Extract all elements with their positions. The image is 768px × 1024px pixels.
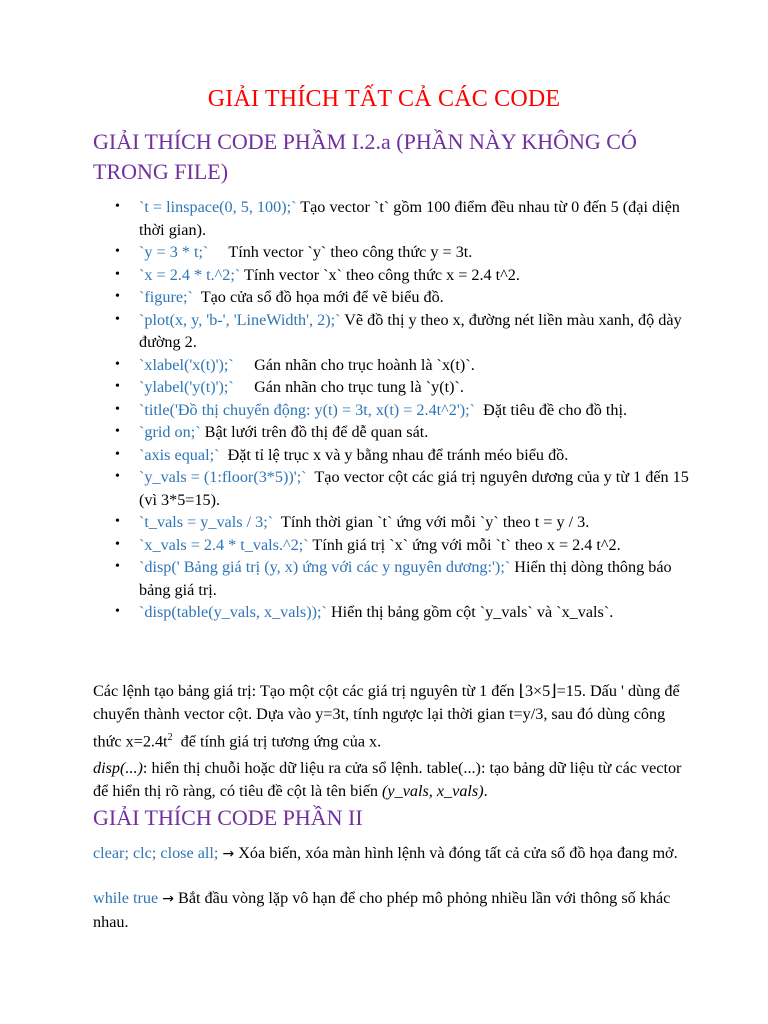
code-snippet: `x = 2.4 * t.^2;`: [139, 265, 241, 284]
bullet-icon: •: [115, 289, 120, 304]
list-item: [93, 264, 693, 287]
bullet-icon: •: [115, 356, 120, 372]
code-snippet: `ylabel('y(t)');`: [139, 378, 234, 396]
bullet-icon: •: [115, 266, 120, 282]
code-snippet: `disp(table(y_vals, x_vals));`: [139, 603, 327, 621]
explanation-text: Tạo cửa sổ đồ họa mới để vẽ biểu đồ.: [192, 288, 444, 306]
disp-explanation-paragraph: [93, 757, 693, 803]
explanation-text: Xóa biến, xóa màn hình lệnh và đóng tất cả cửa sổ đồ họa đang mở.: [234, 844, 678, 862]
paragraph-text: Các lệnh tạo bảng giá trị: Tạo một cột các giá trị nguyên từ 1 đến ⌊3×5⌋=15. Dấu ' dùng để chuyển thành vector cột. Dựa vào y=3t, tính ngược lại thời gian t=y/3, sau đó dùng công thức x=2.4t: [93, 682, 680, 751]
bullet-icon: •: [115, 311, 120, 327]
list-item: [93, 466, 693, 511]
bullet-icon: •: [115, 559, 120, 574]
list-item: [93, 534, 693, 557]
list-item: [93, 376, 693, 399]
code-snippet: `axis equal;`: [139, 445, 220, 464]
list-item: [93, 354, 693, 377]
bullet-icon: •: [115, 446, 120, 462]
code-snippet: `title('Đồ thị chuyển động: y(t) = 3t, x(t) = 2.4t^2');`: [139, 400, 476, 419]
explanation-text: Tính thời gian `t` ứng với mỗi `y` theo t = y / 3.: [273, 513, 590, 531]
explanation-text: Đặt tiêu đề cho đồ thị.: [475, 400, 627, 419]
explanation-text: Hiển thị dòng thông báo bảng giá trị.: [139, 558, 672, 599]
explanation-text: Tính vector `y` theo công thức y = 3t.: [208, 243, 473, 261]
code-snippet: while true: [93, 889, 159, 907]
list-item: [93, 241, 693, 264]
variable-names: (y_vals, x_vals): [382, 782, 484, 800]
list-item: [93, 444, 693, 467]
code-snippet: `y_vals = (1:floor(3*5))';`: [139, 468, 307, 486]
explanation-text: Tính giá trị `x` ứng với mỗi `t` theo x = 2.4 t^2.: [308, 535, 621, 554]
bullet-icon: •: [115, 401, 120, 417]
explanation-text: Gán nhãn cho trục hoành là `x(t)`.: [233, 355, 475, 374]
list-item: [93, 601, 693, 624]
explanation-text: Bật lưới trên đồ thị để dễ quan sát.: [200, 423, 429, 441]
list-item: [93, 196, 693, 241]
explanation-text: Gán nhãn cho trục tung là `y(t)`.: [233, 378, 464, 396]
page-title: GIẢI THÍCH TẤT CẢ CÁC CODE: [207, 86, 561, 112]
code-snippet: `grid on;`: [139, 423, 201, 441]
bullet-icon: •: [115, 469, 120, 484]
code-snippet: `t = linspace(0, 5, 100);`: [139, 198, 297, 216]
explanation-text: Tính vector `x` theo công thức x = 2.4 t^2.: [240, 265, 520, 284]
section-2-item: [93, 887, 693, 934]
code-snippet: `x_vals = 2.4 * t_vals.^2;`: [139, 535, 309, 554]
code-snippet: `figure;`: [139, 288, 193, 306]
table-explanation-paragraph: [93, 680, 693, 753]
explanation-text: Hiển thị bảng gồm cột `y_vals` và `x_vals`.: [326, 603, 614, 621]
code-snippet: `y = 3 * t;`: [139, 243, 209, 261]
explanation-text: Vẽ đồ thị y theo x, đường nét liền màu xanh, độ dày đường 2.: [139, 310, 682, 351]
section-1-heading: GIẢI THÍCH CODE PHẦM I.2.a (PHẦN NÀY KHÔNG CÓ TRONG FILE): [93, 129, 637, 184]
bullet-icon: •: [115, 379, 120, 394]
list-item: [93, 399, 693, 422]
explanation-text: Đặt tỉ lệ trục x và y bằng nhau để tránh méo biểu đồ.: [219, 445, 569, 464]
superscript: 2: [167, 732, 173, 743]
arrow-right-icon: →: [222, 846, 235, 862]
arrow-right-icon: →: [162, 891, 174, 907]
section-2-item: [93, 842, 693, 866]
code-snippet: `xlabel('x(t)');`: [139, 355, 234, 374]
bullet-icon: •: [115, 536, 120, 552]
code-explanation-list: [93, 196, 693, 624]
code-snippet: clear; clc; close all;: [93, 844, 219, 862]
list-item: [93, 556, 693, 601]
bullet-icon: •: [115, 604, 120, 619]
list-item: [93, 309, 693, 354]
list-item: [93, 286, 693, 309]
section-2-heading: GIẢI THÍCH CODE PHẦN II: [93, 805, 363, 830]
explanation-text: Tạo vector `t` gồm 100 điểm đều nhau từ 0 đến 5 (đại diện thời gian).: [139, 198, 680, 239]
explanation-text: Tạo vector cột các giá trị nguyên dương của y từ 1 đến 15 (vì 3*5=15).: [139, 468, 693, 509]
list-item: [93, 421, 693, 444]
code-snippet: `t_vals = y_vals / 3;`: [139, 513, 274, 531]
bullet-icon: •: [115, 244, 120, 259]
bullet-icon: •: [115, 424, 120, 439]
paragraph-text: .: [483, 782, 488, 800]
paragraph-text: để tính giá trị tương ứng của x.: [172, 732, 382, 751]
disp-term: disp(...): [93, 759, 143, 777]
explanation-text: Bắt đầu vòng lặp vô hạn để cho phép mô phỏng nhiều lần với thông số khác nhau.: [93, 889, 671, 931]
code-snippet: `disp(' Bảng giá trị (y, x) ứng với các y nguyên dương:');`: [139, 558, 511, 576]
list-item: [93, 511, 693, 534]
bullet-icon: •: [115, 199, 120, 214]
bullet-icon: •: [115, 514, 120, 529]
code-snippet: `plot(x, y, 'b-', 'LineWidth', 2);`: [139, 310, 341, 329]
paragraph-text: : hiển thị chuỗi hoặc dữ liệu ra cửa sổ lệnh. table(...): tạo bảng dữ liệu từ các vector để hiển thị rõ ràng, có tiêu đề cột là tên biến: [93, 759, 682, 800]
